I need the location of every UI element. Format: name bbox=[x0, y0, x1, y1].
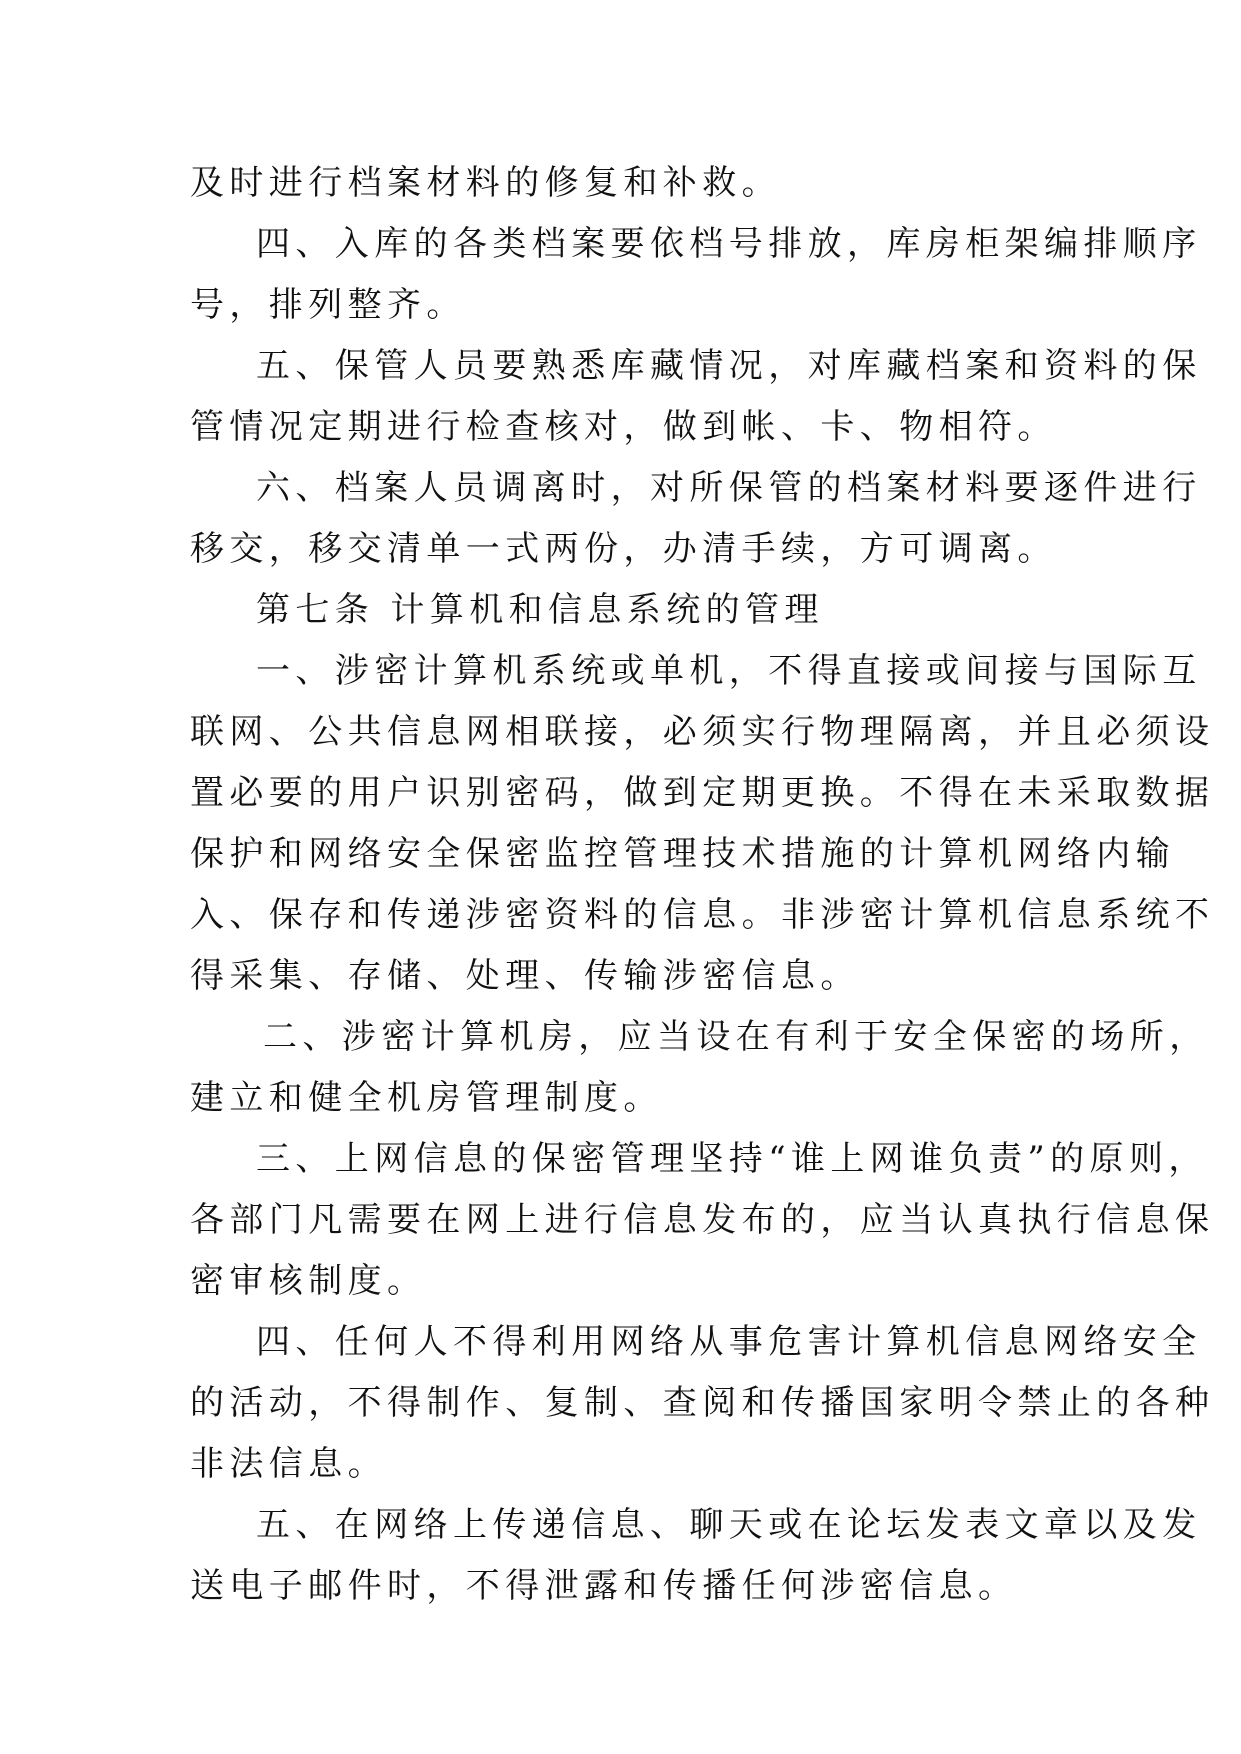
paragraph-line: 五、在网络上传递信息、聊天或在论坛发表文章以及发 bbox=[256, 1505, 1202, 1545]
paragraph-line: 的活动，不得制作、复制、查阅和传播国家明令禁止的各种 bbox=[190, 1383, 1215, 1423]
paragraph-line: 一、涉密计算机系统或单机，不得直接或间接与国际互 bbox=[256, 651, 1202, 691]
paragraph-line: 三、上网信息的保密管理坚持“谁上网谁负责”的原则， bbox=[256, 1139, 1208, 1179]
paragraph-line: 二、涉密计算机房，应当设在有利于安全保密的场所， bbox=[263, 1017, 1209, 1057]
paragraph-line: 移交，移交清单一式两份，办清手续，方可调离。 bbox=[190, 529, 1057, 569]
paragraph-line: 号，排列整齐。 bbox=[190, 285, 466, 325]
paragraph-line: 管情况定期进行检查核对，做到帐、卡、物相符。 bbox=[190, 407, 1057, 447]
paragraph-line: 各部门凡需要在网上进行信息发布的，应当认真执行信息保 bbox=[190, 1200, 1215, 1240]
paragraph-line: 建立和健全机房管理制度。 bbox=[190, 1078, 663, 1118]
paragraph-line: 非法信息。 bbox=[190, 1444, 387, 1484]
paragraph-line: 得采集、存储、处理、传输涉密信息。 bbox=[190, 956, 860, 996]
paragraph-line: 送电子邮件时，不得泄露和传播任何涉密信息。 bbox=[190, 1566, 1018, 1606]
paragraph-line: 四、任何人不得利用网络从事危害计算机信息网络安全 bbox=[256, 1322, 1202, 1362]
paragraph-line: 四、入库的各类档案要依档号排放，库房柜架编排顺序 bbox=[256, 224, 1202, 264]
paragraph-line: 联网、公共信息网相联接，必须实行物理隔离，并且必须设 bbox=[190, 712, 1215, 752]
paragraph-line: 六、档案人员调离时，对所保管的档案材料要逐件进行 bbox=[256, 468, 1202, 508]
paragraph-line: 五、保管人员要熟悉库藏情况，对库藏档案和资料的保 bbox=[256, 346, 1202, 386]
paragraph-line: 保护和网络安全保密监控管理技术措施的计算机网络内输 bbox=[190, 834, 1175, 874]
paragraph-line: 入、保存和传递涉密资料的信息。非涉密计算机信息系统不 bbox=[190, 895, 1215, 935]
paragraph-line: 密审核制度。 bbox=[190, 1261, 427, 1301]
paragraph-line: 及时进行档案材料的修复和补救。 bbox=[190, 163, 781, 203]
paragraph-line: 置必要的用户识别密码，做到定期更换。不得在未采取数据 bbox=[190, 773, 1215, 813]
section-heading: 第七条 计算机和信息系统的管理 bbox=[256, 590, 824, 630]
